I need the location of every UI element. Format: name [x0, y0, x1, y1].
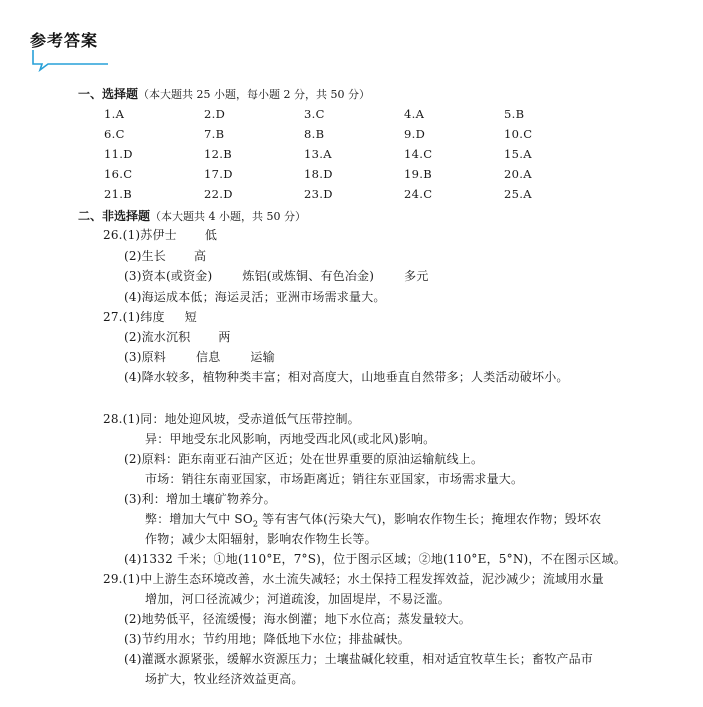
q28-line-5: (3)利：增加土壤矿物养分。: [124, 492, 276, 506]
q28-line-6a: 弊：增加大气中 SO: [145, 512, 253, 526]
choice-answer: 19.B: [404, 167, 432, 181]
choice-answer: 22.D: [204, 187, 233, 201]
q27-answer-1a: 27.(1)纬度: [103, 310, 165, 324]
q27-line-1: [103, 308, 197, 325]
q29-line-4: (3)节约用水；节约用地；降低地下水位；排盐碱快。: [124, 632, 410, 646]
choice-answer: 13.A: [304, 147, 332, 161]
q26-line-2: [124, 247, 206, 264]
choice-answer: 8.B: [304, 127, 325, 141]
q27-answer-2b: 两: [218, 330, 231, 344]
q27-line-2: [124, 328, 231, 345]
choice-answer: 12.B: [204, 147, 232, 161]
q26-answer-3a: (3)资本(或资金): [124, 269, 213, 283]
q27-line-3: [124, 348, 275, 365]
q26-line-4: (4)海运成本低；海运灵活；亚洲市场需求量大。: [124, 290, 386, 304]
q29-line-5: (4)灌溉水源紧张，缓解水资源压力；土壤盐碱化较重，相对适宜牧草生长；畜牧产品市: [124, 652, 594, 666]
q26-answer-2a: (2)生长: [124, 249, 166, 263]
choice-answer: 10.C: [504, 127, 533, 141]
choice-answer: 11.D: [104, 147, 133, 161]
section-nonchoice-label: 二、非选择题: [78, 209, 151, 223]
q28-line-6: [145, 510, 601, 528]
q29-line-2: 增加，河口径流减少；河道疏浚，加固堤岸，不易泛滥。: [145, 592, 451, 606]
section-choice-label: 一、选择题: [78, 87, 139, 101]
choice-answer: 14.C: [404, 147, 433, 161]
choice-answer: 5.B: [504, 107, 525, 121]
q26-line-3: [124, 267, 429, 284]
choice-answer: 25.A: [504, 187, 532, 201]
q28-line-3: (2)原料：距东南亚石油产区近；处在世界重要的原油运输航线上。: [124, 452, 484, 466]
choice-answer: 3.C: [304, 107, 325, 121]
q27-line-4: (4)降水较多，植物种类丰富；相对高度大，山地垂直自然带多；人类活动破坏小。: [124, 370, 569, 384]
q26-answer-1a: 26.(1)苏伊士: [103, 228, 177, 242]
choice-answer: 20.A: [504, 167, 532, 181]
q27-answer-3c: 运输: [250, 350, 275, 364]
q26-answer-3b: 炼铝(或炼铜、有色冶金): [242, 269, 375, 283]
q27-answer-3a: (3)原料: [124, 350, 166, 364]
choice-answer: 7.B: [204, 127, 225, 141]
choice-answer: 4.A: [404, 107, 425, 121]
choice-answer: 15.A: [504, 147, 532, 161]
choice-answer: 9.D: [404, 127, 426, 141]
choice-answer: 17.D: [204, 167, 233, 181]
q27-answer-1b: 短: [184, 310, 197, 324]
choice-answer: 23.D: [304, 187, 333, 201]
q29-line-1: 29.(1)中上游生态环境改善，水土流失减轻；水土保持工程发挥效益，泥沙减少；流域用水量: [103, 572, 604, 586]
q29-line-3: (2)地势低平，径流缓慢；海水倒灌；地下水位高；蒸发量较大。: [124, 612, 472, 626]
answer-key-header: [30, 28, 120, 78]
section-nonchoice-note: （本大题共 4 小题，共 50 分）: [150, 210, 306, 223]
q26-answer-2b: 高: [194, 249, 207, 263]
q28-line-7: 作物；减少太阳辐射，影响农作物生长等。: [145, 532, 377, 546]
q26-answer-3c: 多元: [404, 269, 429, 283]
choice-answer: 6.C: [104, 127, 125, 141]
q29-line-6: 场扩大，牧业经济效益更高。: [145, 672, 304, 686]
q28-line-6b: 等有害气体(污染大气)，影响农作物生长；掩埋农作物；毁坏农: [258, 512, 602, 526]
q26-answer-1b: 低: [204, 228, 218, 242]
q27-answer-2a: (2)流水沉积: [124, 330, 191, 344]
section-choice-note: （本大题共 25 小题，每小题 2 分，共 50 分）: [138, 88, 370, 101]
q28-line-2: 异：甲地受东北风影响，丙地受西北风(或北风)影响。: [145, 432, 436, 446]
choice-answer: 2.D: [204, 107, 226, 121]
choice-answer: 21.B: [104, 187, 132, 201]
q27-answer-3b: 信息: [196, 350, 221, 364]
section-choice-heading: [78, 85, 370, 102]
q28-line-4: 市场：销往东南亚国家，市场距离近；销往东亚国家，市场需求量大。: [145, 472, 524, 486]
choice-answer: 18.D: [304, 167, 333, 181]
so2-subscript: 2: [252, 519, 259, 529]
choice-answer: 16.C: [104, 167, 133, 181]
choice-answer: 1.A: [104, 107, 125, 121]
choice-answer: 24.C: [404, 187, 433, 201]
q26-line-1: [103, 226, 217, 243]
q28-line-1: 28.(1)同：地处迎风坡，受赤道低气压带控制。: [103, 412, 360, 426]
section-nonchoice-heading: [78, 207, 306, 224]
page-title: 参考答案: [30, 31, 99, 50]
q28-line-8: (4)1332 千米；①地(110°E，7°S)，位于图示区域；②地(110°E，5°N)，不在图示区域。: [124, 552, 626, 566]
